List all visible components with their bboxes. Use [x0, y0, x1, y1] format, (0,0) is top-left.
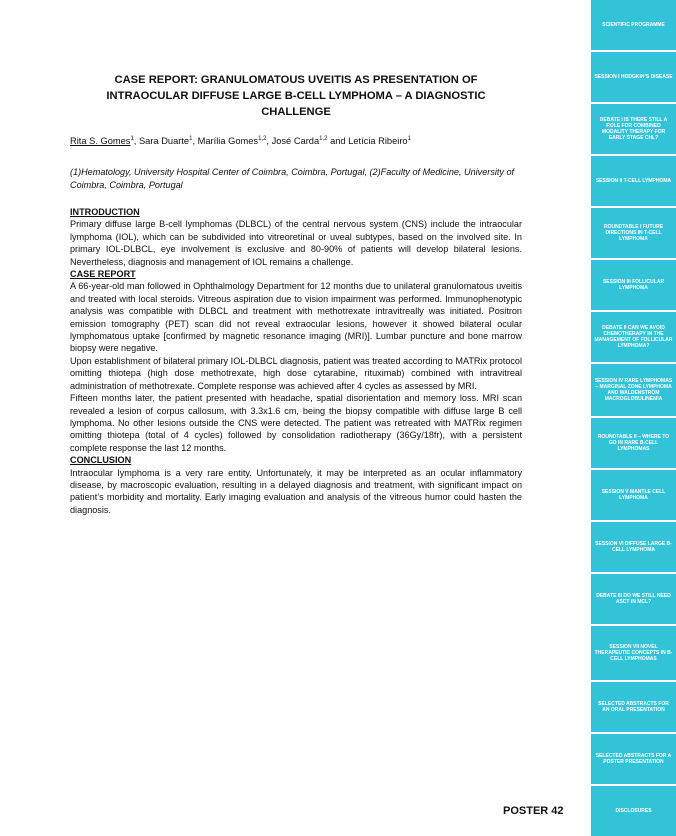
nav-session-7-novel-concepts[interactable]: SESSION VII NOVEL THERAPEUTIC CONCEPTS IN B-CELL LYMPHOMAS: [591, 626, 676, 680]
conclusion-heading: CONCLUSION: [70, 455, 132, 466]
nav-debate-2[interactable]: DEBATE II CAN WE AVOID CHEMOTHERAPY IN THE MANAGEMENT OF FOLLICULAR LYMPHOMA?: [591, 312, 676, 362]
author-name: Rita S. Gomes: [70, 136, 131, 146]
nav-session-2-t-cell[interactable]: SESSION II T-CELL LYMPHOMA: [591, 156, 676, 206]
nav-selected-oral-abstracts[interactable]: SELECTED ABSTRACTS FOR AN ORAL PRESENTATION: [591, 682, 676, 732]
author-affiliation-mark: 1: [407, 136, 411, 142]
case-report-paragraph: Fifteen months later, the patient presented with headache, spatial disorientation and memory loss. MRI scan revealed a lesion of corpus callosum, with 3.3x1.6 cm, being the biopsy compatible with diffuse large B cell lymphoma. No other lesions outside the CNS were detected. The patient was retreated with MATRix regimen omitting thiotepa (total of 4 cycles) followed by consolidation radiotherapy (36Gy/18fr), with a persistent complete response the last 12 months.: [70, 393, 522, 453]
author-separator: and: [327, 136, 349, 146]
author-affiliation-mark: 1: [189, 136, 193, 142]
author-list: [70, 134, 530, 148]
nav-session-4-rare-lymphomas[interactable]: SESSION IV RARE LYMPHOMAS – MARGINAL ZONE LYMPHOMA AND WALDENSTRÖM MACROGLOBULINEMIA: [591, 364, 676, 416]
author-name: Sara Duarte: [138, 136, 190, 146]
author-affiliation-mark: 1: [130, 136, 134, 142]
author-name: José Carda: [271, 136, 320, 146]
nav-selected-poster-abstracts[interactable]: SELECTED ABSTRACTS FOR A POSTER PRESENTATION: [591, 734, 676, 784]
nav-session-1-hodgkins[interactable]: SESSION I HODGKIN’S DISEASE: [591, 52, 676, 102]
poster-number: POSTER 42: [503, 805, 564, 817]
case-report-paragraph: Upon establishment of bilateral primary IOL-DLBCL diagnosis, patient was treated according to MATRix protocol omitting thiotepa (high dose methotrexate, high dose cytarabine, rituximab) combined with intravitreal administration of methotrexate. Complete response was achieved after 4 cycles as assessed by MRI.: [70, 355, 522, 391]
author-separator: ,: [192, 136, 198, 146]
navigation-sidebar: [590, 0, 676, 836]
nav-disclosures[interactable]: DISCLOSURES: [591, 786, 676, 836]
introduction-heading: INTRODUCTION: [70, 207, 140, 217]
author-name: Letícia Ribeiro: [348, 136, 408, 146]
nav-scientific-programme[interactable]: SCIENTIFIC PROGRAMME: [591, 0, 676, 50]
nav-debate-1[interactable]: DEBATE I IS THERE STILL A ROLE FOR COMBINED MODALITY THERAPY FOR EARLY STAGE CHL?: [591, 104, 676, 154]
nav-session-5-mantle-cell[interactable]: SESSION V MANTLE CELL LYMPHOMA: [591, 470, 676, 520]
abstract-body: [70, 206, 522, 516]
author-separator: ,: [266, 136, 272, 146]
conclusion-text: Intraocular lymphoma is a very rare entity. Unfortunately, it may be interpreted as an ocular inflammatory disease, by macroscopic evaluation, resulting in a delayed diagnosis and treatment, with significant impact on patient’s morbidity and mortality. Early imaging evaluation and analysis of the vitreous humor could hasten the diagnosis.: [70, 467, 522, 515]
introduction-text: Primary diffuse large B-cell lymphomas (DLBCL) of the central nervous system (CNS) include the intraocular lymphoma (IOL), which can be subdivided into vitreoretinal or uveal subtypes, based on the involved site. In primary IOL-DLBCL, eye involvement is exclusive and 80-90% of patients will develop bilateral lesions. Nevertheless, diagnosis and management of IOL remains a challenge.: [70, 219, 522, 267]
abstract-title: CASE REPORT: GRANULOMATOUS UVEITIS AS PRESENTATION OF INTRAOCULAR DIFFUSE LARGE B-CELL LYMPHOMA – A DIAGNOSTIC CHALLENGE: [106, 74, 486, 118]
nav-roundtable-1[interactable]: ROUNDTABLE I FUTURE DIRECTIONS IN T-CELL LYMPHOMA: [591, 208, 676, 258]
nav-session-3-follicular[interactable]: SESSION III FOLLICULAR LYMPHOMA: [591, 260, 676, 310]
author-name: Marília Gomes: [197, 136, 259, 146]
case-report-paragraph: A 66-year-old man followed in Ophthalmology Department for 12 months due to unilateral granulomatous uveitis and treated with local steroids. Vitreous aspiration due to vision impairment was performed. Immunophenotypic analysis was compatible with DLBCL and treatment with methotrexate intravitreally was initiated. Positron emission tomography (PET) scan did not reveal extraocular lesions, however it showed bilateral ocular lymphomatous uptake [confirmed by magnetic resonance imaging (MRI)]. Lumbar puncture and bone marrow biopsy were negative.: [70, 281, 522, 354]
nav-debate-3[interactable]: DEBATE III DO WE STILL NEED ASCT IN MCL?: [591, 574, 676, 624]
nav-roundtable-2[interactable]: ROUNDTABLE II – WHERE TO GO IN RARE B-CELL LYMPHOMAS: [591, 418, 676, 468]
author-separator: ,: [133, 136, 139, 146]
author-affiliation-mark: 1,2: [258, 136, 267, 142]
nav-session-6-dlbcl[interactable]: SESSION VI DIFFUSE LARGE B-CELL LYMPHOMA: [591, 522, 676, 572]
author-affiliation-mark: 1,2: [319, 136, 328, 142]
affiliations: (1)Hematology, University Hospital Center of Coimbra, Coimbra, Portugal, (2)Faculty of Medicine, University of Coimbra, Coimbra, Portugal: [70, 167, 515, 190]
case-report-heading: CASE REPORT: [70, 269, 136, 280]
